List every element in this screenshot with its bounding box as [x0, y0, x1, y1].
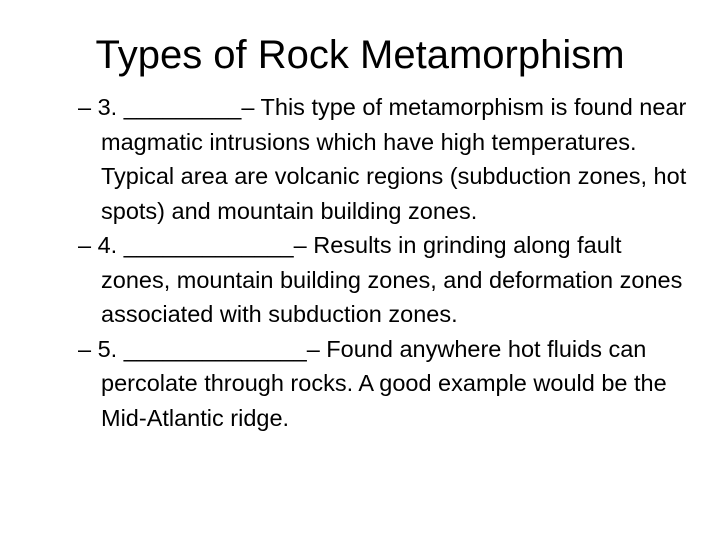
- bullet-item-4: – 4. _____________– Results in grinding along fault zones, mountain building zones, and deformation zones associated with subduction zones.: [78, 232, 683, 327]
- bullet-item-3: – 3. _________– This type of metamorphism is found near magmatic intrusions which have high temperatures. Typical area are volcanic regions (subduction zones, hot spots) and mountain building zones.: [78, 94, 687, 224]
- bullet-item-5: – 5. ______________– Found anywhere hot fluids can percolate through rocks. A good example would be the Mid-Atlantic ridge.: [78, 335, 667, 431]
- slide-body: [78, 90, 688, 435]
- slide-title: Types of Rock Metamorphism: [95, 33, 625, 77]
